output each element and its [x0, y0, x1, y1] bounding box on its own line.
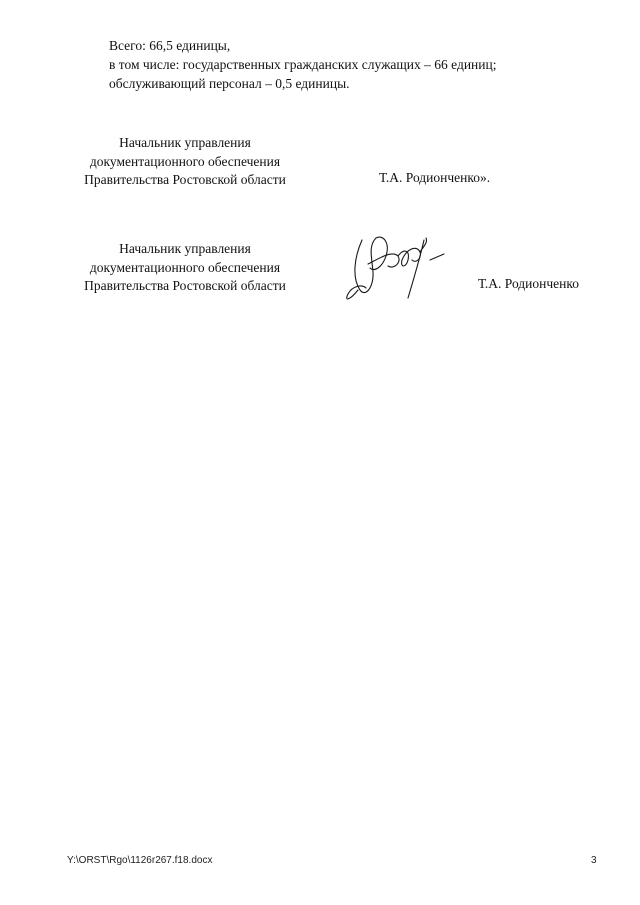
handwritten-signature	[340, 228, 455, 313]
signature-block-2-name: Т.А. Родионченко	[478, 276, 579, 291]
signature-block-1-position	[60, 134, 310, 190]
footer-file-path: Y:\ORST\Rgo\1126r267.f18.docx	[67, 855, 213, 866]
signature-block-2-position	[60, 240, 310, 296]
summary-service-staff: обслуживающий персонал – 0,5 единицы.	[109, 76, 350, 91]
position-line-3: Правительства Ростовской области	[84, 172, 286, 187]
signature-block-1-name: Т.А. Родионченко».	[379, 170, 491, 185]
position-line-1: Начальник управления	[119, 135, 251, 150]
position-line-3: Правительства Ростовской области	[84, 278, 286, 293]
position-line-2: документационного обеспечения	[89, 259, 281, 275]
summary-total: Всего: 66,5 единицы,	[109, 38, 231, 53]
page-number: 3	[591, 855, 597, 866]
position-line-1: Начальник управления	[119, 241, 251, 256]
summary-civil-servants: в том числе: государственных гражданских служащих – 66 единиц;	[109, 57, 497, 72]
position-line-2: документационного обеспечения	[89, 153, 281, 169]
